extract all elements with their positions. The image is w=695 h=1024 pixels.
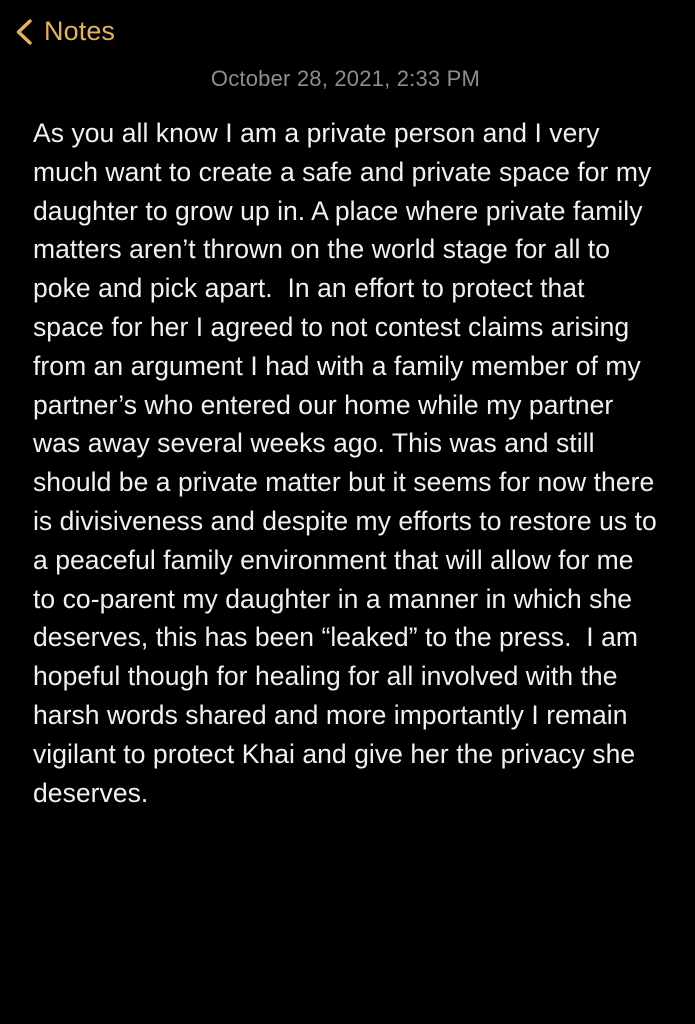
note-body-text[interactable]: As you all know I am a private person and I very much want to create a safe and private space for my daughter to grow up in. A place where private family matters aren’t thrown on the world stage for all to poke and pick apart. In an effort to protect that space for her I agreed to not contest claims arising from an argument I had with a family member of my partner’s who entered our home while my partner was away several weeks ago. This was and still should be a private matter but it seems for now there is divisiveness and despite my efforts to restore us to a peaceful family environment that will allow for me to co-parent my daughter in a manner in which she deserves, this has been “leaked” to the press. I am hopeful though for healing for all involved with the harsh words shared and more importantly I remain vigilant to protect Khai and give her the privacy she deserves. bbox=[33, 118, 665, 808]
back-to-notes-button[interactable] bbox=[14, 15, 116, 46]
back-button-label: Notes bbox=[44, 15, 116, 46]
chevron-left-icon bbox=[14, 18, 34, 44]
navigation-bar bbox=[0, 0, 695, 62]
note-timestamp: October 28, 2021, 2:33 PM bbox=[210, 66, 481, 91]
